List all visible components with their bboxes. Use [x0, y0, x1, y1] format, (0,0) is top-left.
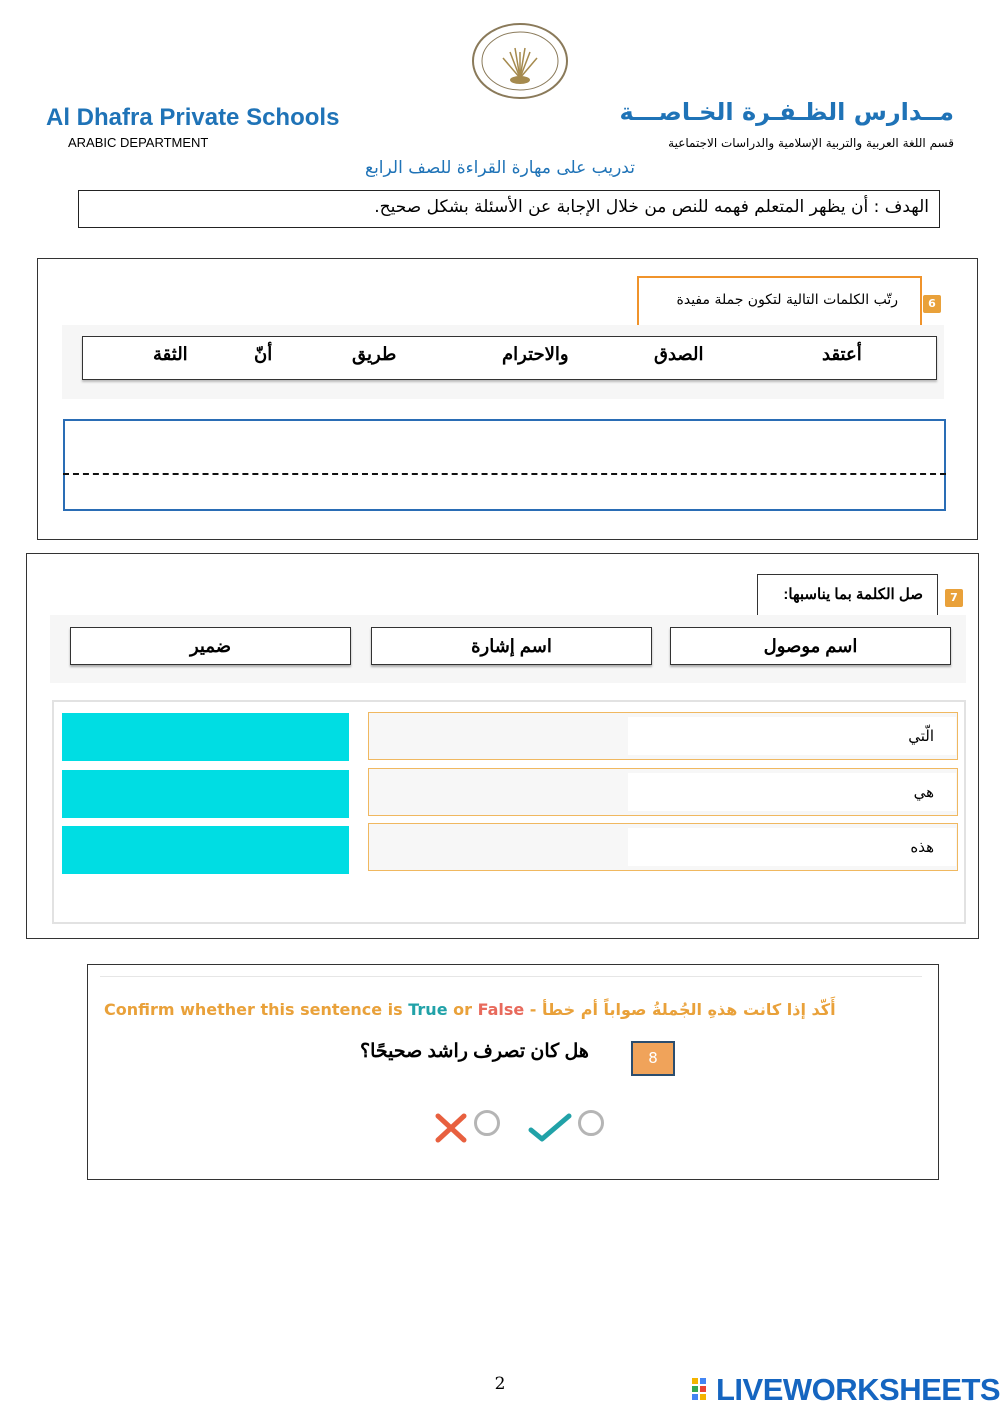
question-6-number: 6	[923, 295, 941, 313]
question-7-title: صل الكلمة بما يناسبها:	[757, 574, 938, 622]
goal-text: الهدف : أن يظهر المتعلم فهمه للنص من خلال الإجابة عن الأسئلة بشكل صحيح.	[374, 197, 929, 217]
false-word: False	[477, 1000, 525, 1019]
or-word: or	[447, 1000, 478, 1019]
answer-dropdown[interactable]	[62, 826, 349, 874]
word-card[interactable]: الثقة	[153, 344, 188, 364]
instruction-ar: أَكّد إذا كانت هذهِ الجُملةُ صواباً أم خطأ	[542, 1000, 836, 1019]
answer-dropdown[interactable]	[62, 713, 349, 761]
true-radio[interactable]	[578, 1110, 604, 1136]
match-item	[368, 712, 958, 760]
category-demonstrative: اسم إشارة	[371, 627, 652, 665]
true-false-instruction	[104, 1000, 920, 1019]
question-6-title: رتّب الكلمات التالية لتكون جملة مفيدة	[637, 276, 922, 328]
question-7-number: 7	[945, 589, 963, 607]
category-relative-pronoun: اسم موصول	[670, 627, 951, 665]
word-card[interactable]: الصدق	[654, 344, 704, 364]
school-name-en: Al Dhafra Private Schools	[46, 104, 340, 131]
dash: -	[524, 1000, 543, 1019]
divider	[100, 976, 922, 977]
word-card[interactable]: أنّ	[254, 344, 273, 364]
instruction-en: Confirm whether this sentence is	[104, 1000, 409, 1019]
liveworksheets-brand: LIVEWORKSHEETS	[716, 1372, 1000, 1407]
school-crest-icon	[470, 22, 570, 100]
goal-box	[78, 190, 940, 228]
answer-dropdown[interactable]	[62, 770, 349, 818]
word-card[interactable]: أعتقد	[822, 344, 862, 364]
question-8-section	[87, 964, 939, 1180]
worksheet-subtitle: تدريب على مهارة القراءة للصف الرابع	[365, 158, 635, 178]
check-icon	[527, 1112, 573, 1144]
school-name-ar: مــدارس الظـفـرة الخـاصـــة	[619, 98, 954, 126]
sentence-answer-input[interactable]	[63, 419, 946, 511]
true-word: True	[408, 1000, 448, 1019]
match-item-word: هذه	[628, 828, 956, 866]
match-item-word: هي	[628, 773, 956, 811]
category-pronoun: ضمير	[70, 627, 351, 665]
question-8-text: هل كان تصرف راشد صحيحًا؟	[360, 1041, 589, 1062]
answer-writing-line	[63, 473, 946, 475]
match-item	[368, 768, 958, 816]
word-card[interactable]: طريق	[352, 344, 397, 364]
page-number: 2	[494, 1374, 506, 1394]
match-item-word: الّتي	[628, 717, 956, 755]
question-8-number: 8	[631, 1041, 675, 1076]
cross-icon	[434, 1113, 470, 1143]
department-ar: قسم اللغة العربية والتربية الإسلامية والدراسات الاجتماعية	[668, 136, 954, 150]
liveworksheets-logo-icon	[692, 1378, 714, 1402]
department-en: ARABIC DEPARTMENT	[68, 135, 209, 150]
word-card[interactable]: والاحترام	[502, 344, 569, 364]
false-radio[interactable]	[474, 1110, 500, 1136]
match-item	[368, 823, 958, 871]
